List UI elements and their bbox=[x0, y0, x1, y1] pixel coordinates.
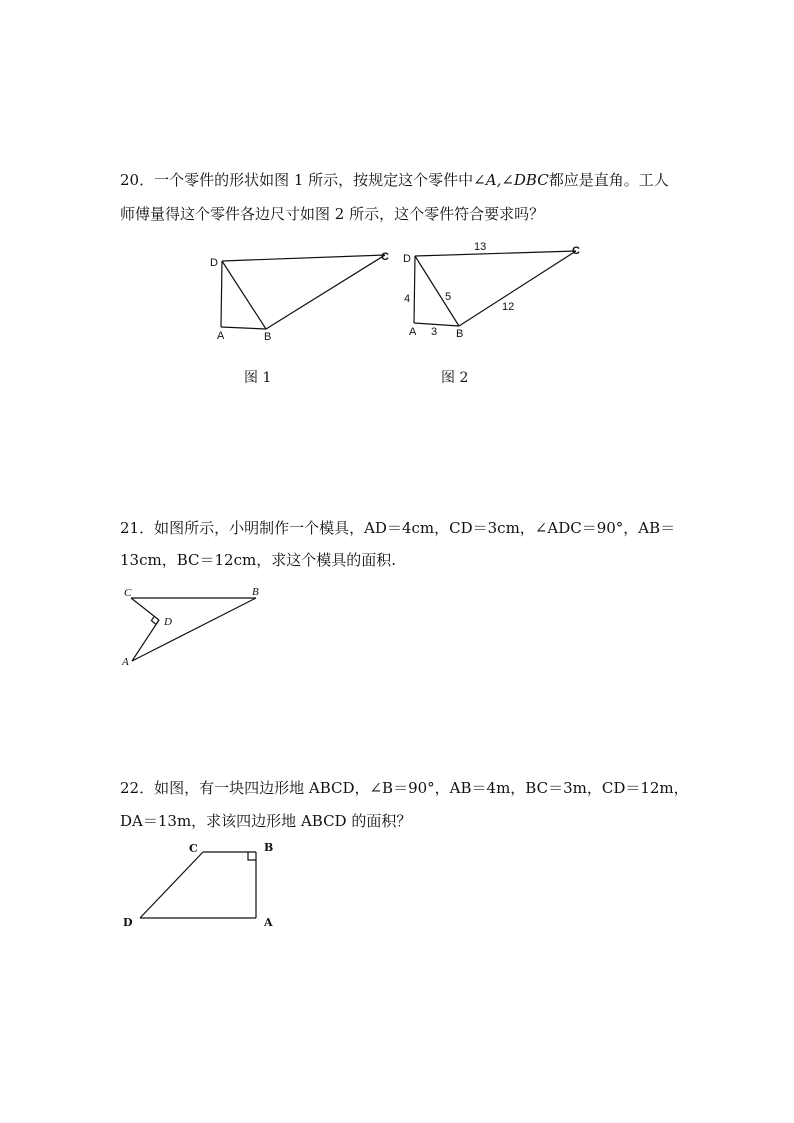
q22-label-d: D bbox=[123, 916, 133, 929]
fig1-label-a: A bbox=[217, 330, 225, 342]
q22-line1: 22．如图，有一块四边形地 ABCD，∠B＝90°，AB＝4m，BC＝3m，CD＝12m， bbox=[120, 779, 689, 797]
q20-text-a: 20．一个零件的形状如图 1 所示，按规定这个零件中 bbox=[120, 171, 474, 189]
q21-line1: 21．如图所示，小明制作一个模具，AD＝4cm，CD＝3cm，∠ADC＝90°，AB＝ bbox=[120, 519, 676, 537]
fig2-label-d: D bbox=[403, 253, 411, 265]
q21-label-c: C bbox=[124, 587, 132, 599]
q21-label-a: A bbox=[122, 656, 129, 668]
fig2-label-b: B bbox=[456, 328, 464, 340]
q22-label-a: A bbox=[264, 916, 273, 929]
fig2-length-3: 3 bbox=[431, 326, 438, 338]
q22-label-c: C bbox=[189, 842, 198, 855]
fig1-edge-ab bbox=[221, 327, 266, 329]
q22-edge-dc bbox=[140, 852, 203, 918]
q21-label-d: D bbox=[164, 616, 172, 628]
fig1-edge-bc bbox=[266, 255, 385, 329]
q20-line2: 师傅量得这个零件各边尺寸如图 2 所示，这个零件符合要求吗？ bbox=[120, 205, 545, 223]
fig2-edge-bc bbox=[459, 251, 576, 326]
fig1-label-b: B bbox=[264, 331, 272, 343]
fig1-edge-db bbox=[222, 261, 266, 329]
q21-edge-cd bbox=[131, 598, 159, 620]
q22-right-angle-mark bbox=[248, 852, 256, 860]
fig2-caption: 图 2 bbox=[441, 370, 469, 386]
figure-2 bbox=[414, 251, 576, 326]
fig2-length-4: 4 bbox=[404, 293, 411, 305]
fig2-label-c: C bbox=[572, 245, 580, 257]
fig2-label-a: A bbox=[409, 326, 417, 338]
q20-angles: ∠A,∠DBC bbox=[473, 171, 549, 189]
q21-edge-da bbox=[132, 620, 159, 661]
fig1-label-d: D bbox=[210, 257, 218, 269]
q22-label-b: B bbox=[264, 841, 274, 854]
fig2-length-13: 13 bbox=[474, 241, 487, 253]
q21-figure bbox=[131, 598, 256, 661]
q22-figure bbox=[140, 852, 256, 918]
fig1-label-c: C bbox=[381, 251, 389, 263]
q21-edge-ab bbox=[132, 598, 256, 661]
q22-line2: DA＝13m，求该四边形地 ABCD 的面积？ bbox=[120, 812, 412, 830]
fig1-edge-dc bbox=[222, 255, 385, 261]
fig2-length-12: 12 bbox=[502, 301, 515, 313]
fig2-edge-da bbox=[414, 256, 415, 323]
q21-line2: 13cm，BC＝12cm，求这个模具的面积. bbox=[120, 551, 396, 569]
q21-label-b: B bbox=[252, 586, 259, 598]
fig2-length-5: 5 bbox=[445, 291, 452, 303]
figure-1 bbox=[221, 255, 385, 329]
fig1-edge-da bbox=[221, 261, 222, 327]
fig2-edge-dc bbox=[415, 251, 576, 256]
q20-text-b: 都应是直角。工人 bbox=[548, 171, 669, 189]
fig1-caption: 图 1 bbox=[244, 370, 272, 386]
fig2-edge-db bbox=[415, 256, 459, 326]
